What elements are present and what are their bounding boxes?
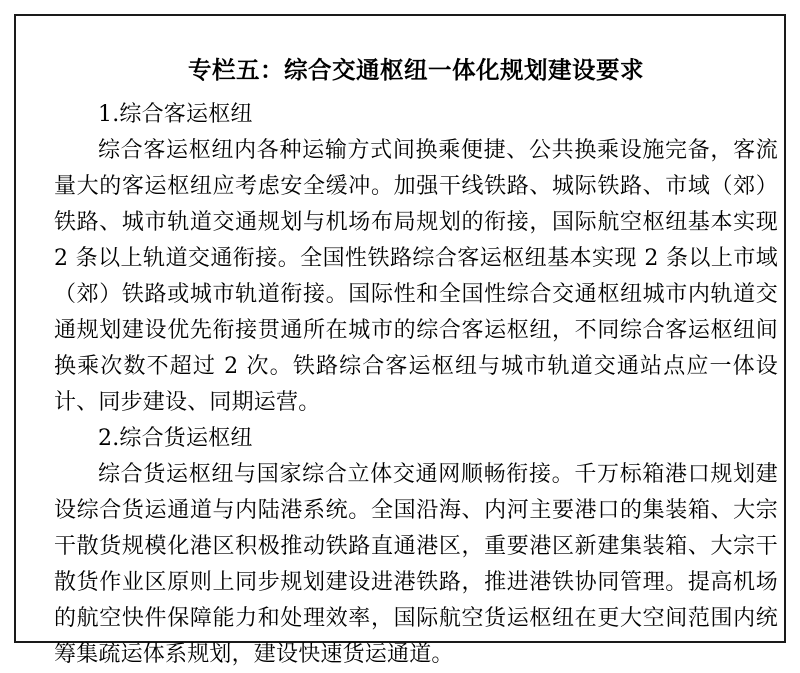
section-body-2: 综合货运枢纽与国家综合立体交通网顺畅衔接。千万标箱港口规划建设综合货运通道与内陆港系统。全国沿海、内河主要港口的集装箱、大宗干散货规模化港区积极推动铁路直通港区，重要港区新建集装箱、大宗干散货作业区原则上同步规划建设进港铁路，推进港铁协同管理。提高机场的航空快件保障能力和处理效率，国际航空货运枢纽在更大空间范围内统筹集疏运体系规划，建设快速货运通道。 — [54, 461, 778, 667]
section-body-1: 综合客运枢纽内各种运输方式间换乘便捷、公共换乘设施完备，客流量大的客运枢纽应考虑安全缓冲。加强干线铁路、城际铁路、市域（郊）铁路、城市轨道交通规划与机场布局规划的衔接，国际航空枢纽基本实现 2 条以上轨道交通衔接。全国性铁路综合客运枢纽基本实现 2 条以上市域（郊）铁路或城市轨道衔接。国际性和全国性综合交通枢纽城市内轨道交通规划建设优先衔接贯通所在城市的综合客运枢纽，不同综合客运枢纽间换乘次数不超过 2 次。铁路综合客运枢纽与城市轨道交通站点应一体设计、同步建设、同期运营。 — [54, 137, 778, 415]
section-heading-1: 1.综合客运枢纽 — [98, 101, 253, 127]
document-content — [54, 46, 778, 673]
section-heading-2: 2.综合货运枢纽 — [98, 425, 253, 451]
document-title: 专栏五：综合交通枢纽一体化规划建设要求 — [188, 56, 644, 84]
document-border — [14, 14, 786, 667]
